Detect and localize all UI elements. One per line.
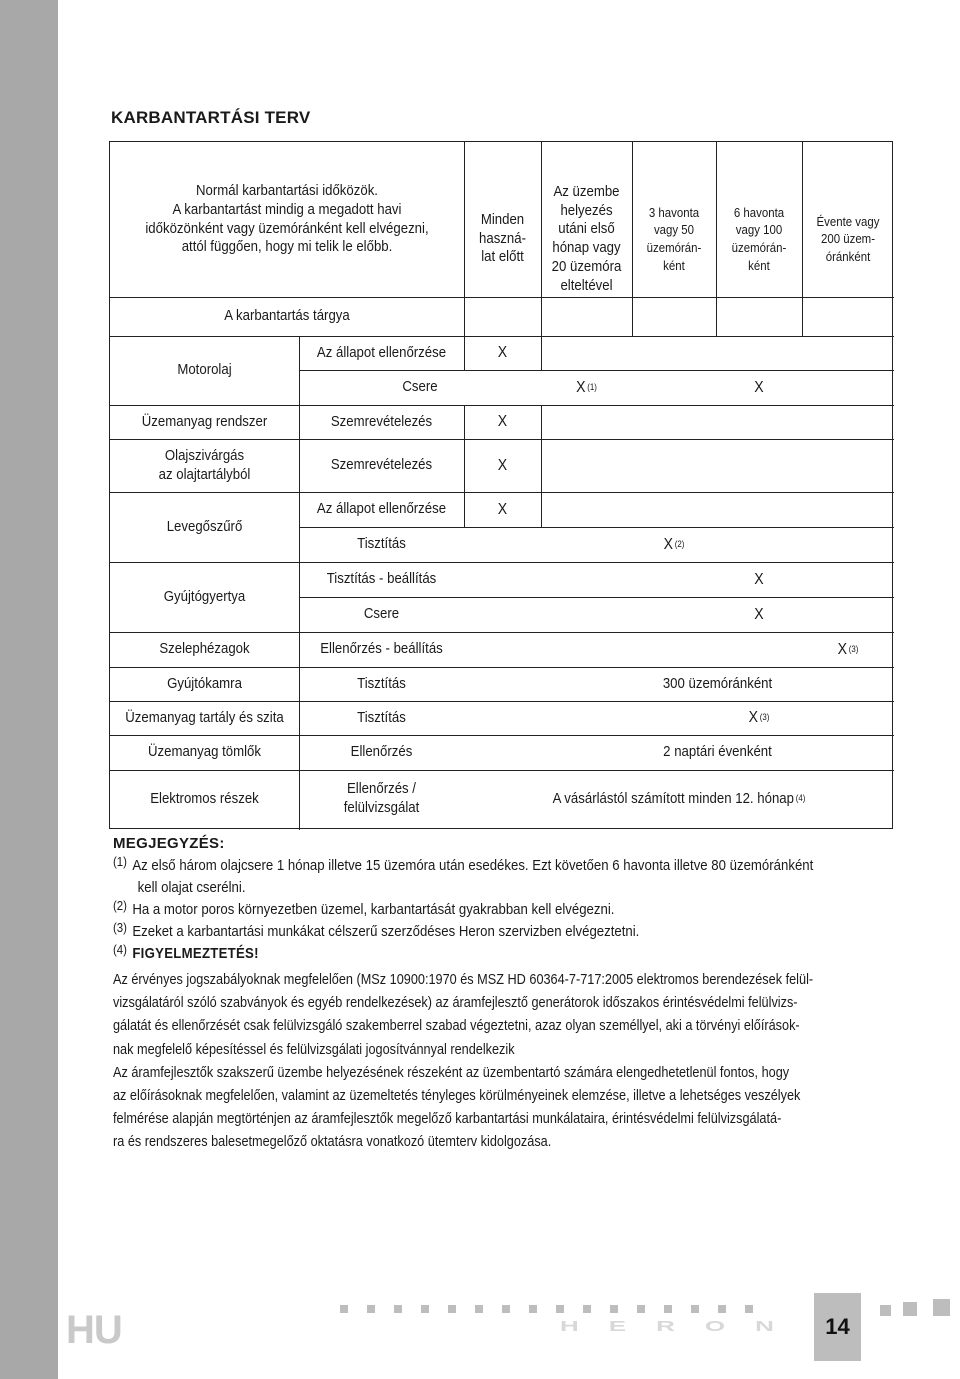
task-check-adjust: Ellenőrzés - beállítás	[320, 640, 443, 658]
mark-x: X	[754, 570, 764, 588]
item-electrical-parts: Elektromos részek	[150, 789, 259, 807]
mark-x: X	[497, 344, 508, 361]
decorative-square	[933, 1299, 950, 1316]
decorative-square	[903, 1302, 917, 1316]
mark-x-ref1: X (1)	[576, 378, 597, 396]
task-inspect: Szemrevételezés	[330, 412, 433, 430]
interval-2-years: 2 naptári évenként	[663, 743, 772, 761]
header-first-month: Az üzembe helyezés utáni első hónap vagy 20 üzemóra elteltével	[551, 182, 622, 294]
interval-300-hours: 300 üzemóránként	[662, 674, 773, 692]
header-3-months: 3 havonta vagy 50 üzemórán- ként	[646, 204, 702, 273]
task-clean: Tisztítás	[357, 674, 406, 692]
task-check-inspection: Ellenőrzés / felülvizsgálat	[343, 780, 420, 816]
intro-text: Normál karbantartási időközök. A karbantartást mindig a megadott havi időközönként vagy üzemóránként kell elvégezni, attól függően, hogy mi telik le előbb.	[145, 182, 429, 256]
subject-header: A karbantartás tárgya	[224, 307, 350, 325]
decorative-square	[880, 1305, 891, 1316]
task-clean: Tisztítás	[357, 708, 406, 726]
item-fuel-system: Üzemanyag rendszer	[141, 412, 268, 430]
interval-12-months: A vásárlástól számított minden 12. hónap (4)	[552, 789, 806, 807]
maintenance-table	[109, 141, 893, 829]
item-fuel-hoses: Üzemanyag tömlők	[148, 743, 261, 761]
paragraph-legal: Az érvényes jogszabályoknak megfelelően (MSz 10900:1970 és MSZ HD 60364-7-717:2005 elektromos berendezések felül- vizsgálatáról szóló szabványok és egyéb rendelkezések) az áramfejlesztő generátorok időszakos érintésvédelmi felülvizs- gálatát és ellenőrzését csak felülvizsgáló szakemberrel szabad végeztetni, azaz olyan személlyel, aki a törvényi előírások- nak megfelelő képesítéssel és felülvizsgálati jogosítvánnyal rendelkezik	[113, 972, 814, 1058]
mark-x-ref2: X (2)	[663, 535, 685, 553]
item-oil-leak: Olajszivárgás az olajtartályból	[158, 446, 251, 483]
language-code: HU	[66, 1308, 122, 1352]
item-air-filter: Levegőszűrő	[166, 517, 243, 535]
task-check: Az állapot ellenőrzése	[316, 500, 447, 518]
mark-x: X	[754, 378, 764, 396]
page-sidebar	[0, 0, 58, 1379]
item-valve-clearance: Szelephézagok	[159, 640, 250, 658]
decorative-dots	[340, 1305, 753, 1313]
task-check: Ellenőrzés	[350, 743, 413, 761]
paragraph-commissioning: Az áramfejlesztők szakszerű üzembe helyezésének részeként az üzembentartó számára elengedhetetlenül fontos, hogy az előírásoknak megfelelően, valamint az üzemeltetés tényleges körülményeinek elemzése, illetve a lehetséges veszélyek felmérése alapján megtörténjen az áramfejlesztők megelőző karbantartási munkálataira, érintésvédelmi felülvizsgálatá- ra és rendszeres balesetmegelőző oktatásra vonatkozó ütemterv kidolgozása.	[113, 1064, 801, 1151]
notes-section	[113, 833, 893, 1155]
task-replace: Csere	[363, 605, 400, 623]
mark-x: X	[497, 456, 508, 474]
header-6-months: 6 havonta vagy 100 üzemórán- ként	[731, 204, 787, 273]
task-check: Az állapot ellenőrzése	[316, 343, 447, 361]
mark-x: X	[754, 605, 764, 623]
note-2: (2) Ha a motor poros környezetben üzemel, karbantartását gyakrabban kell elvégezni.	[113, 898, 615, 918]
header-yearly: Évente vagy 200 üzem- óránként	[816, 213, 880, 264]
item-fuel-tank: Üzemanyag tartály és szita	[125, 708, 284, 726]
task-replace: Csere	[402, 378, 438, 396]
header-before-each-use: Minden haszná- lat előtt	[479, 210, 526, 266]
item-combustion-chamber: Gyújtókamra	[167, 674, 242, 692]
notes-heading: MEGJEGYZÉS:	[113, 835, 225, 852]
note-1-continued: kell olajat cserélni.	[137, 879, 246, 896]
page-title: KARBANTARTÁSI TERV	[111, 108, 311, 127]
task-clean-adjust: Tisztítás - beállítás	[326, 570, 437, 588]
mark-x: X	[497, 413, 508, 430]
task-clean: Tisztítás	[357, 535, 406, 553]
page-number: 14	[814, 1293, 861, 1361]
mark-x-ref3: X (3)	[748, 709, 770, 726]
item-spark-plug: Gyújtógyertya	[163, 587, 246, 605]
note-3: (3) Ezeket a karbantartási munkákat célszerű szerződéses Heron szervizben elvégeztetni.	[113, 920, 640, 940]
note-1: (1) Az első három olajcsere 1 hónap illetve 15 üzemóra után esedékes. Ezt követően 6 havonta illetve 80 üzemóránként	[113, 854, 814, 874]
brand-logo: HERON	[560, 1318, 804, 1335]
note-4: (4) FIGYELMEZTETÉS!	[113, 942, 259, 962]
item-motor-oil: Motorolaj	[177, 361, 232, 379]
mark-x: X	[497, 500, 508, 518]
mark-x-ref3: X (3)	[837, 640, 859, 658]
task-inspect: Szemrevételezés	[330, 456, 433, 474]
